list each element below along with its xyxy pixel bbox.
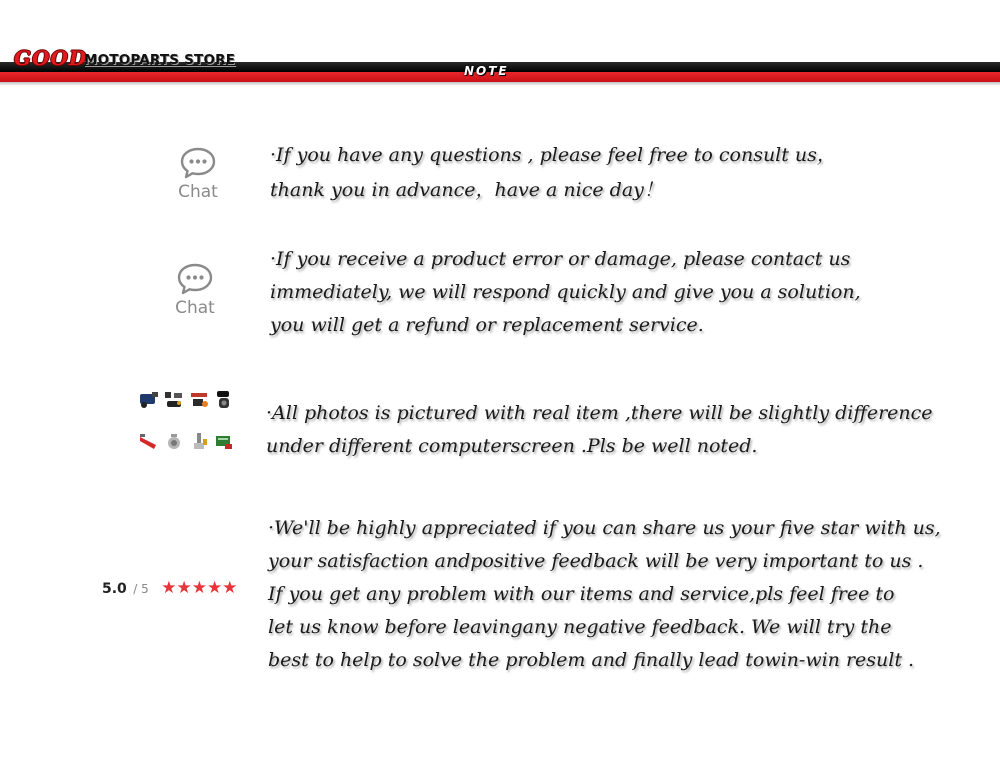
note-line: ·We'll be highly appreciated if you can share us your five star with us,: [268, 517, 941, 539]
note-damage: [270, 243, 861, 342]
section-title-note: NOTE: [464, 64, 509, 78]
product-thumbnail: [213, 389, 235, 411]
note-photos: [266, 397, 933, 463]
product-thumbnail: [188, 431, 210, 453]
note-line: ·If you receive a product error or damage, please contact us: [270, 248, 851, 270]
chat-bubble-icon: [179, 146, 217, 180]
note-line: your satisfaction andpositive feedback will be very important to us .: [268, 550, 924, 572]
note-line: let us know before leavingany negative feedback. We will try the: [268, 616, 892, 638]
note-line: thank you in advance，have a nice day！: [270, 179, 663, 201]
product-thumbnail: [188, 389, 210, 411]
note-line: If you get any problem with our items and service,pls feel free to: [268, 583, 895, 605]
note-line: ·If you have any questions , please feel free to consult us，: [270, 144, 836, 166]
product-thumbnail: [163, 389, 185, 411]
chat-button[interactable]: [168, 146, 228, 202]
note-line: immediately, we will respond quickly and give you a solution,: [270, 281, 861, 303]
store-logo-subtitle: MOTOPARTS STORE: [84, 52, 236, 68]
store-logo-brand: GOOD: [14, 46, 88, 70]
chat-label: Chat: [178, 182, 218, 202]
note-line: under different computerscreen .Pls be well noted.: [266, 435, 758, 457]
store-banner: [0, 0, 1000, 100]
rating-max: / 5: [133, 582, 149, 596]
chat-label: Chat: [175, 298, 215, 318]
rating-value: 5.0: [102, 581, 127, 597]
product-photos-icon: [138, 389, 234, 469]
note-feedback: [268, 512, 941, 677]
chat-bubble-icon: [176, 262, 214, 296]
star-rating-icon: ★★★★★: [161, 578, 238, 598]
product-thumbnail: [138, 389, 160, 411]
note-line: best to help to solve the problem and finally lead towin-win result .: [268, 649, 915, 671]
rating-summary: [102, 578, 237, 598]
chat-button[interactable]: [165, 262, 225, 318]
product-thumbnail: [138, 431, 160, 453]
product-thumbnail: [163, 431, 185, 453]
product-thumbnail: [213, 431, 235, 453]
note-line: ·All photos is pictured with real item ,there will be slightly difference: [266, 402, 933, 424]
note-questions: [270, 136, 836, 207]
note-line: you will get a refund or replacement service.: [270, 314, 704, 336]
banner-shadow: [0, 82, 1000, 86]
